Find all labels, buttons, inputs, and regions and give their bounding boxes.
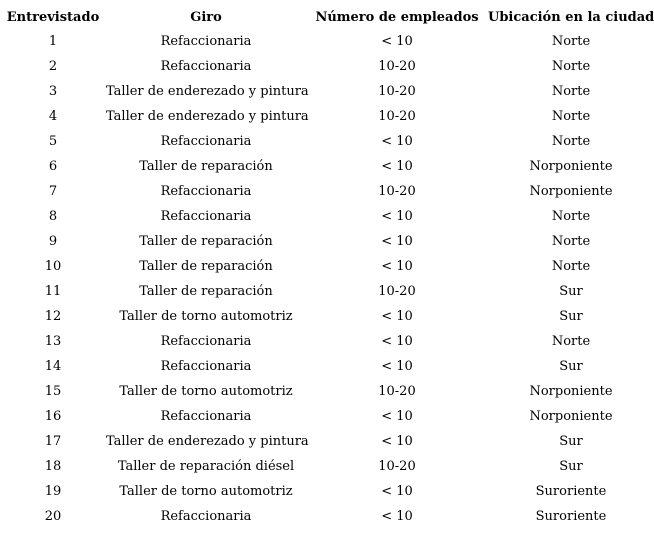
cell-ubicacion: Norte xyxy=(551,334,591,349)
table-row xyxy=(0,329,654,354)
table-row xyxy=(0,204,654,229)
cell-entrevistado: 7 xyxy=(48,184,58,199)
cell-giro: Refaccionaria xyxy=(160,509,252,524)
cell-giro: Taller de reparación xyxy=(139,259,273,274)
table-row xyxy=(0,429,654,454)
header-numero-empleados: Número de empleados xyxy=(315,9,479,25)
cell-empleados: < 10 xyxy=(381,134,413,149)
cell-giro: Taller de torno automotriz xyxy=(119,384,293,399)
table-row xyxy=(0,354,654,379)
cell-giro: Refaccionaria xyxy=(160,334,252,349)
cell-ubicacion: Sur xyxy=(559,459,583,474)
cell-empleados: 10-20 xyxy=(378,84,416,99)
cell-giro: Refaccionaria xyxy=(160,34,252,49)
cell-empleados: < 10 xyxy=(381,234,413,249)
table-row xyxy=(0,79,654,104)
cell-ubicacion: Sur xyxy=(559,434,583,449)
cell-ubicacion: Norte xyxy=(551,34,591,49)
cell-giro: Refaccionaria xyxy=(160,184,252,199)
cell-entrevistado: 4 xyxy=(48,109,58,124)
cell-empleados: < 10 xyxy=(381,34,413,49)
cell-ubicacion: Suroriente xyxy=(535,484,607,499)
cell-giro: Refaccionaria xyxy=(160,134,252,149)
cell-empleados: < 10 xyxy=(381,484,413,499)
cell-entrevistado: 20 xyxy=(44,509,62,524)
table-row xyxy=(0,104,654,129)
cell-giro: Refaccionaria xyxy=(160,209,252,224)
cell-empleados: < 10 xyxy=(381,359,413,374)
cell-empleados: 10-20 xyxy=(378,459,416,474)
cell-giro: Refaccionaria xyxy=(160,359,252,374)
interviewees-table xyxy=(0,5,654,529)
cell-empleados: < 10 xyxy=(381,259,413,274)
cell-ubicacion: Suroriente xyxy=(535,509,607,524)
cell-entrevistado: 19 xyxy=(44,484,62,499)
cell-giro: Taller de reparación xyxy=(139,284,273,299)
cell-ubicacion: Norponiente xyxy=(529,159,613,174)
cell-ubicacion: Norte xyxy=(551,84,591,99)
cell-ubicacion: Norte xyxy=(551,234,591,249)
cell-empleados: < 10 xyxy=(381,434,413,449)
cell-ubicacion: Norponiente xyxy=(529,409,613,424)
cell-entrevistado: 9 xyxy=(48,234,58,249)
cell-ubicacion: Sur xyxy=(559,359,583,374)
cell-ubicacion: Norponiente xyxy=(529,184,613,199)
table-row xyxy=(0,254,654,279)
table-row xyxy=(0,29,654,54)
table-row xyxy=(0,304,654,329)
header-ubicacion: Ubicación en la ciudad xyxy=(488,9,654,25)
table-row xyxy=(0,404,654,429)
table-row xyxy=(0,129,654,154)
cell-entrevistado: 5 xyxy=(48,134,58,149)
cell-entrevistado: 16 xyxy=(44,409,62,424)
table-row xyxy=(0,479,654,504)
cell-entrevistado: 2 xyxy=(48,59,58,74)
cell-empleados: 10-20 xyxy=(378,109,416,124)
cell-ubicacion: Norte xyxy=(551,109,591,124)
cell-entrevistado: 11 xyxy=(44,284,62,299)
header-giro: Giro xyxy=(190,9,222,25)
table-row xyxy=(0,54,654,79)
cell-giro: Taller de reparación diésel xyxy=(117,459,295,474)
cell-giro: Refaccionaria xyxy=(160,409,252,424)
cell-entrevistado: 12 xyxy=(44,309,62,324)
cell-entrevistado: 3 xyxy=(48,84,58,99)
header-entrevistado: Entrevistado xyxy=(6,9,100,25)
cell-entrevistado: 13 xyxy=(44,334,62,349)
cell-ubicacion: Norte xyxy=(551,209,591,224)
cell-entrevistado: 15 xyxy=(44,384,62,399)
cell-entrevistado: 14 xyxy=(44,359,62,374)
table-row xyxy=(0,379,654,404)
cell-entrevistado: 18 xyxy=(44,459,62,474)
cell-ubicacion: Norte xyxy=(551,59,591,74)
cell-empleados: < 10 xyxy=(381,334,413,349)
cell-giro: Taller de torno automotriz xyxy=(119,484,293,499)
cell-entrevistado: 1 xyxy=(48,34,58,49)
cell-entrevistado: 8 xyxy=(48,209,58,224)
table-row xyxy=(0,504,654,529)
table-row xyxy=(0,154,654,179)
cell-ubicacion: Sur xyxy=(559,309,583,324)
cell-empleados: 10-20 xyxy=(378,284,416,299)
cell-ubicacion: Norponiente xyxy=(529,384,613,399)
cell-giro: Taller de reparación xyxy=(139,159,273,174)
cell-ubicacion: Sur xyxy=(559,284,583,299)
cell-ubicacion: Norte xyxy=(551,134,591,149)
cell-ubicacion: Norte xyxy=(551,259,591,274)
cell-giro: Taller de reparación xyxy=(139,234,273,249)
cell-entrevistado: 10 xyxy=(44,259,62,274)
table-body xyxy=(0,29,654,529)
header-row xyxy=(0,5,654,29)
cell-empleados: < 10 xyxy=(381,159,413,174)
table-row xyxy=(0,454,654,479)
cell-empleados: 10-20 xyxy=(378,184,416,199)
cell-empleados: < 10 xyxy=(381,509,413,524)
cell-entrevistado: 17 xyxy=(44,434,62,449)
cell-giro: Taller de torno automotriz xyxy=(119,309,293,324)
table-row xyxy=(0,279,654,304)
cell-giro: Taller de enderezado y pintura xyxy=(106,84,309,99)
cell-empleados: < 10 xyxy=(381,409,413,424)
cell-empleados: < 10 xyxy=(381,309,413,324)
cell-giro: Taller de enderezado y pintura xyxy=(106,434,309,449)
cell-entrevistado: 6 xyxy=(48,159,58,174)
cell-giro: Taller de enderezado y pintura xyxy=(106,109,309,124)
cell-empleados: 10-20 xyxy=(378,59,416,74)
table-row xyxy=(0,229,654,254)
cell-giro: Refaccionaria xyxy=(160,59,252,74)
cell-empleados: < 10 xyxy=(381,209,413,224)
cell-empleados: 10-20 xyxy=(378,384,416,399)
table-row xyxy=(0,179,654,204)
